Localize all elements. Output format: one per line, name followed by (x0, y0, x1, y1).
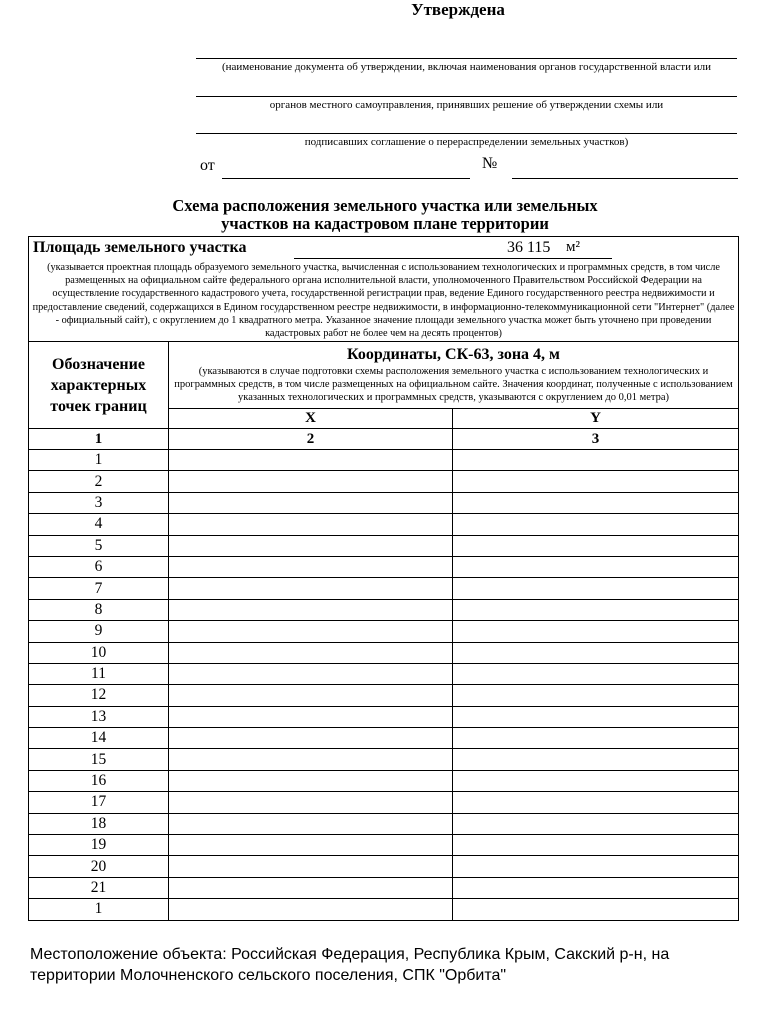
y-coordinate-cell[interactable] (453, 877, 739, 898)
table-row (29, 835, 739, 856)
y-coordinate-cell[interactable] (453, 792, 739, 813)
y-coordinate-cell[interactable] (453, 728, 739, 749)
table-row (29, 706, 739, 727)
table-row (29, 877, 739, 898)
designation-header (29, 342, 169, 429)
point-number-cell: 19 (29, 835, 169, 856)
area-label: Площадь земельного участка (33, 239, 247, 256)
point-number-cell: 5 (29, 535, 169, 556)
y-coordinate-cell[interactable] (453, 492, 739, 513)
approval-doc-line-1 (196, 58, 737, 59)
x-coordinate-cell[interactable] (169, 728, 453, 749)
area-unit: м² (566, 239, 580, 255)
table-row (29, 899, 739, 920)
y-coordinate-cell[interactable] (453, 663, 739, 684)
x-coordinate-cell[interactable] (169, 599, 453, 620)
from-label: от (200, 157, 215, 174)
column-y-header: Y (453, 409, 739, 429)
x-coordinate-cell[interactable] (169, 642, 453, 663)
table-row (29, 792, 739, 813)
table-row (29, 514, 739, 535)
column-x-header: X (169, 409, 453, 429)
approval-caption-2: органов местного самоуправления, принявших решение об утверждении схемы или (269, 99, 664, 111)
point-number-cell: 1 (29, 450, 169, 471)
table-row (29, 813, 739, 834)
y-coordinate-cell[interactable] (453, 642, 739, 663)
x-coordinate-cell[interactable] (169, 813, 453, 834)
x-coordinate-cell[interactable] (169, 899, 453, 920)
table-row (29, 492, 739, 513)
area-cell (29, 237, 739, 342)
x-coordinate-cell[interactable] (169, 578, 453, 599)
point-number-cell: 20 (29, 856, 169, 877)
y-coordinate-cell[interactable] (453, 450, 739, 471)
table-row (29, 663, 739, 684)
schema-title-line-1: Схема расположения земельного участка или земельных (172, 196, 598, 215)
point-number-cell: 13 (29, 706, 169, 727)
number-label: № (482, 155, 498, 172)
x-coordinate-cell[interactable] (169, 706, 453, 727)
y-coordinate-cell[interactable] (453, 471, 739, 492)
y-coordinate-cell[interactable] (453, 556, 739, 577)
approval-caption-1: (наименование документа об утверждении, включая наименования органов государственной власти или (221, 61, 712, 73)
point-number-cell: 10 (29, 642, 169, 663)
coordinates-note: (указываются в случае подготовки схемы расположения земельного участка с использованием технологических и программных средств, в том числе размещенных на официальном сайте. Значения координат, полученные с использованием указанных технологических и программных средств, указываются с округлением до 0,01 метра) (174, 366, 733, 403)
table-row (29, 535, 739, 556)
point-number-cell: 2 (29, 471, 169, 492)
point-number-cell: 17 (29, 792, 169, 813)
x-coordinate-cell[interactable] (169, 770, 453, 791)
point-number-cell: 18 (29, 813, 169, 834)
y-coordinate-cell[interactable] (453, 856, 739, 877)
approved-heading: Утверждена (411, 0, 505, 19)
table-row (29, 578, 739, 599)
y-coordinate-cell[interactable] (453, 899, 739, 920)
approval-doc-line-3 (196, 133, 737, 134)
table-row (29, 599, 739, 620)
schema-title-line-2: участков на кадастровом плане территории (221, 214, 549, 233)
x-coordinate-cell[interactable] (169, 621, 453, 642)
table-row (29, 770, 739, 791)
point-number-cell: 1 (29, 899, 169, 920)
point-number-cell: 21 (29, 877, 169, 898)
table-row (29, 642, 739, 663)
point-number-cell: 15 (29, 749, 169, 770)
x-coordinate-cell[interactable] (169, 450, 453, 471)
x-coordinate-cell[interactable] (169, 535, 453, 556)
x-coordinate-cell[interactable] (169, 835, 453, 856)
x-coordinate-cell[interactable] (169, 877, 453, 898)
x-coordinate-cell[interactable] (169, 663, 453, 684)
x-coordinate-cell[interactable] (169, 685, 453, 706)
object-location: Местоположение объекта: Российская Федерация, Республика Крым, Сакский р-н, на территории Молочненского сельского поселения, СПК "Орбита" (30, 946, 670, 984)
y-coordinate-cell[interactable] (453, 706, 739, 727)
y-coordinate-cell[interactable] (453, 685, 739, 706)
point-number-cell: 9 (29, 621, 169, 642)
y-coordinate-cell[interactable] (453, 535, 739, 556)
area-value: 36 115 (507, 239, 551, 256)
table-row (29, 728, 739, 749)
point-number-cell: 14 (29, 728, 169, 749)
approval-caption-3: подписавших соглашение о перераспределении земельных участков) (304, 136, 629, 148)
table-row (29, 685, 739, 706)
y-coordinate-cell[interactable] (453, 514, 739, 535)
point-number-cell: 8 (29, 599, 169, 620)
y-coordinate-cell[interactable] (453, 578, 739, 599)
table-row (29, 471, 739, 492)
y-coordinate-cell[interactable] (453, 621, 739, 642)
x-coordinate-cell[interactable] (169, 856, 453, 877)
column-index-2: 2 (169, 429, 453, 450)
table-row (29, 450, 739, 471)
y-coordinate-cell[interactable] (453, 599, 739, 620)
point-number-cell: 3 (29, 492, 169, 513)
date-line (222, 178, 470, 179)
coordinates-header (169, 342, 739, 409)
y-coordinate-cell[interactable] (453, 813, 739, 834)
coordinates-table (28, 236, 739, 921)
schema-title (130, 197, 640, 233)
x-coordinate-cell[interactable] (169, 749, 453, 770)
table-row (29, 749, 739, 770)
x-coordinate-cell[interactable] (169, 471, 453, 492)
point-number-cell: 12 (29, 685, 169, 706)
x-coordinate-cell[interactable] (169, 556, 453, 577)
point-number-cell: 7 (29, 578, 169, 599)
table-row (29, 621, 739, 642)
point-number-cell: 16 (29, 770, 169, 791)
area-value-underline (294, 258, 612, 259)
y-coordinate-cell[interactable] (453, 835, 739, 856)
coordinates-title: Координаты, СК-63, зона 4, м (347, 346, 560, 363)
point-number-cell: 6 (29, 556, 169, 577)
y-coordinate-cell[interactable] (453, 770, 739, 791)
point-number-cell: 4 (29, 514, 169, 535)
column-index-3: 3 (453, 429, 739, 450)
approval-doc-line-2 (196, 96, 737, 97)
table-row (29, 856, 739, 877)
column-index-1: 1 (29, 429, 169, 450)
x-coordinate-cell[interactable] (169, 492, 453, 513)
y-coordinate-cell[interactable] (453, 749, 739, 770)
table-row (29, 556, 739, 577)
designation-header-text: Обозначение характерных точек границ (50, 355, 147, 415)
x-coordinate-cell[interactable] (169, 514, 453, 535)
x-coordinate-cell[interactable] (169, 792, 453, 813)
area-note: (указывается проектная площадь образуемого земельного участка, вычисленная с использованием технологических и программных средств, в том числе размещенных на официальном сайте федерального органа исполнительной власти, уполномоченного Правительством Российской Федерации на осуществление государственного кадастрового учета, государственной регистрации прав, ведение Единого государственного реестра недвижимости и предоставление сведений, содержащихся в Едином государственном реестре недвижимости, в информационно-телекоммуникационной сети "Интернет" (далее - официальный сайт), с округлением до 1 квадратного метра. Указанное значение площади земельного участка может быть уточнено при проведении кадастровых работ не более чем на десять процентов) (32, 262, 735, 340)
number-line (512, 178, 738, 179)
point-number-cell: 11 (29, 663, 169, 684)
